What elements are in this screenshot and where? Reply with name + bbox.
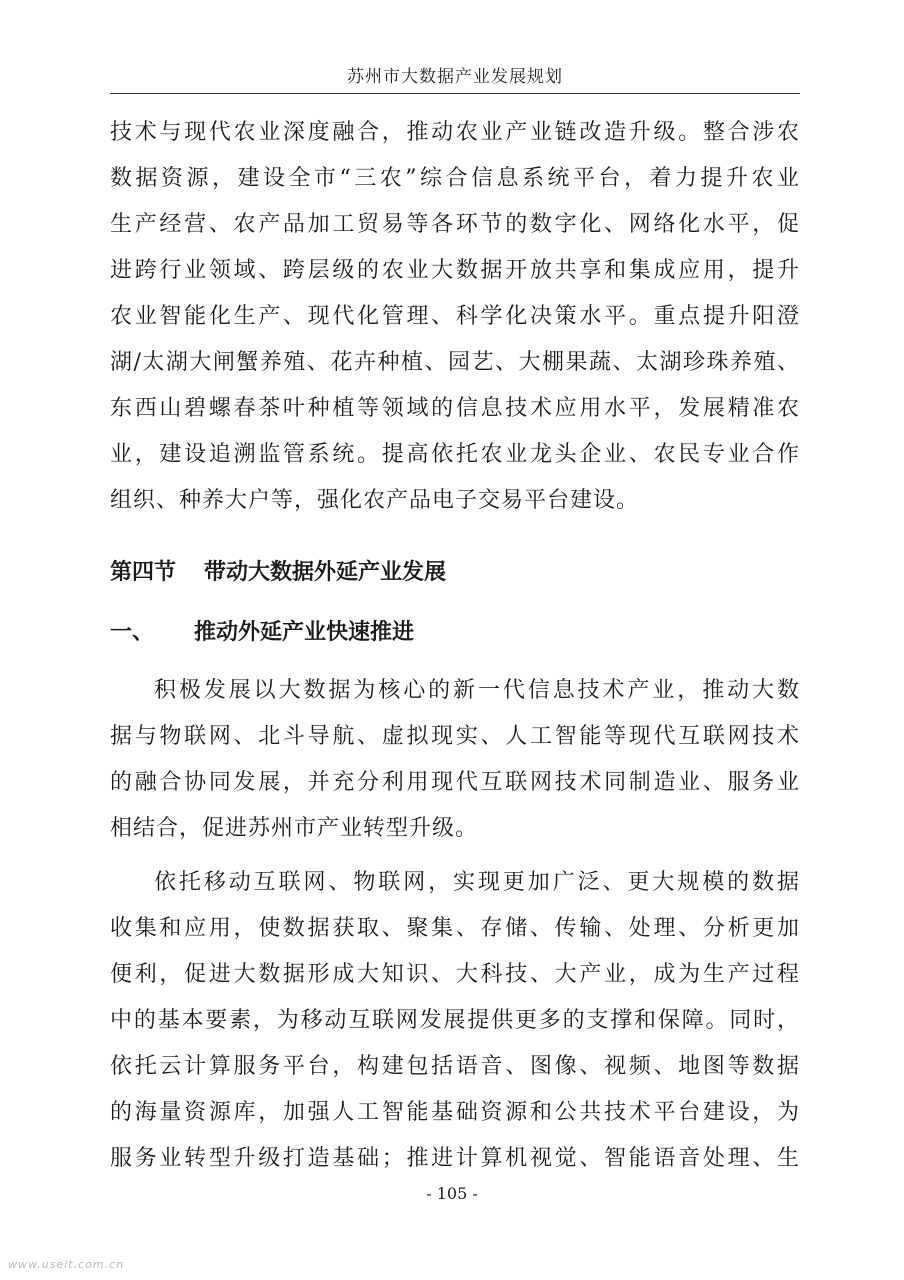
body-line: 中的基本要素，为移动互联网发展提供更多的支撑和保障。同时， [110, 1008, 800, 1033]
body-line: 东西山碧螺春茶叶种植等领域的信息技术应用水平，发展精准农 [110, 396, 800, 421]
body-line: 生产经营、农产品加工贸易等各环节的数字化、网络化水平，促 [110, 212, 800, 237]
running-header: 苏州市大数据产业发展规划 [347, 67, 563, 87]
body-line: 的海量资源库，加强人工智能基础资源和公共技术平台建设，为 [110, 1100, 800, 1125]
body-line: 业，建设追溯监管系统。提高依托农业龙头企业、农民专业合作 [110, 442, 800, 467]
section-title: 带动大数据外延产业发展 [204, 560, 447, 585]
body-line: 依托移动互联网、物联网，实现更加广泛、更大规模的数据 [154, 870, 800, 895]
body-line: 数据资源，建设全市“三农”综合信息系统平台，着力提升农业 [110, 166, 800, 191]
body-line: 便利，促进大数据形成大知识、大科技、大产业，成为生产过程 [110, 962, 800, 987]
body-line: 收集和应用，使数据获取、聚集、存储、传输、处理、分析更加 [110, 916, 800, 941]
body-line: 湖/太湖大闸蟹养殖、花卉种植、园艺、大棚果蔬、太湖珍珠养殖、 [110, 350, 800, 375]
body-line: 积极发展以大数据为核心的新一代信息技术产业，推动大数 [154, 678, 800, 703]
body-line: 依托云计算服务平台，构建包括语音、图像、视频、地图等数据 [110, 1054, 800, 1079]
watermark: www.useit.com.cn [8, 1258, 125, 1271]
body-line: 据与物联网、北斗导航、虚拟现实、人工智能等现代互联网技术 [110, 724, 800, 749]
body-line: 组织、种养大户等，强化农产品电子交易平台建设。 [110, 488, 640, 513]
body-line: 技术与现代农业深度融合，推动农业产业链改造升级。整合涉农 [110, 120, 800, 145]
body-line: 进跨行业领域、跨层级的农业大数据开放共享和集成应用，提升 [110, 258, 800, 283]
subsection-heading [110, 610, 414, 656]
body-line: 服务业转型升级打造基础；推进计算机视觉、智能语音处理、生 [110, 1146, 800, 1171]
section-heading [110, 550, 446, 596]
subsection-title: 推动外延产业快速推进 [194, 620, 415, 645]
page-number: - 105 - [426, 1184, 478, 1203]
body-line: 相结合，促进苏州市产业转型升级。 [110, 816, 479, 841]
body-line: 的融合协同发展，并充分利用现代互联网技术同制造业、服务业 [110, 770, 800, 795]
body-line: 农业智能化生产、现代化管理、科学化决策水平。重点提升阳澄 [110, 304, 800, 329]
header-rule [110, 93, 800, 94]
section-number: 第四节 [110, 560, 177, 585]
subsection-number: 一、 [110, 620, 155, 645]
